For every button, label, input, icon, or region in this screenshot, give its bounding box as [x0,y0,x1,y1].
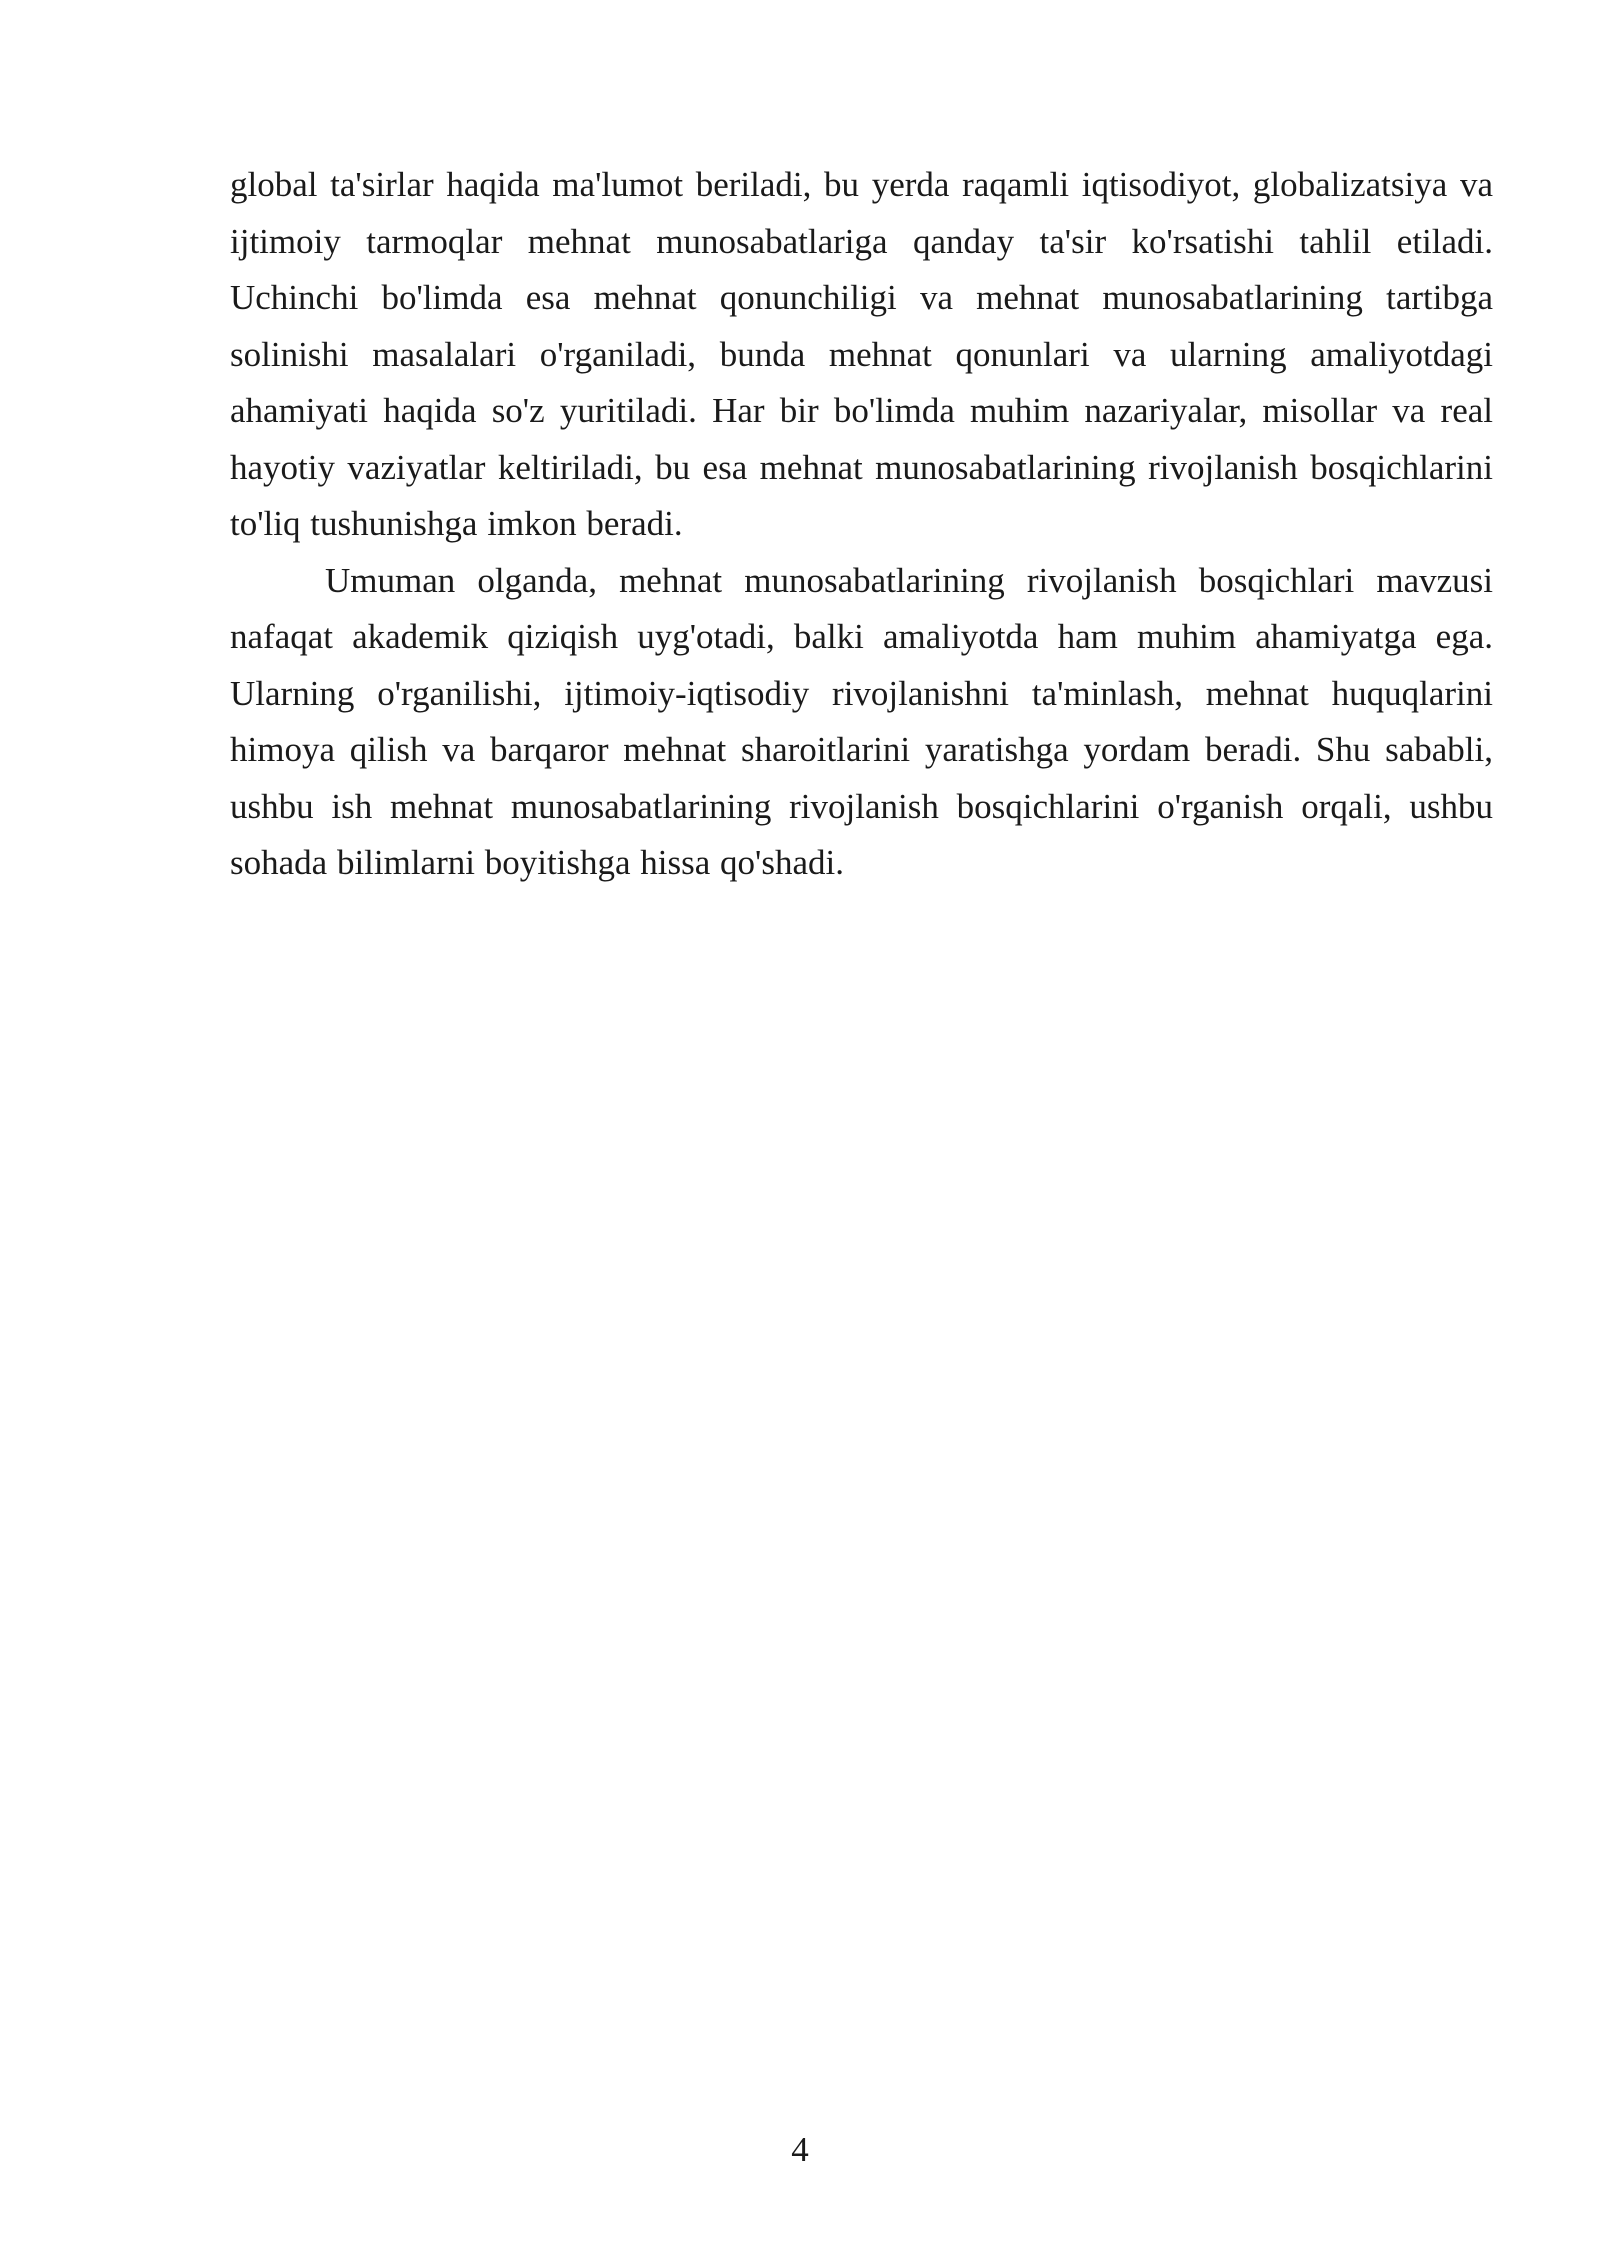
body-text [230,157,1493,892]
page-number: 4 [791,2130,809,2169]
paragraph-continued: global ta'sirlar haqida ma'lumot beriladi, bu yerda raqamli iqtisodiyot, globalizatsiya va ijtimoiy tarmoqlar mehnat munosabatlariga qanday ta'sir ko'rsatishi tahlil etiladi. Uchinchi bo'limda esa mehnat qonunchiligi va mehnat munosabatlarining tartibga solinishi masalalari o'rganiladi, bunda mehnat qonunlari va ularning amaliyotdagi ahamiyati haqida so'z yuritiladi. Har bir bo'limda muhim nazariyalar, misollar va real hayotiy vaziyatlar keltiriladi, bu esa mehnat munosabatlarining rivojlanish bosqichlarini to'liq tushunishga imkon beradi. [230,165,1493,543]
paragraph-conclusion: Umuman olganda, mehnat munosabatlarining rivojlanish bosqichlari mavzusi nafaqat akademik qiziqish uyg'otadi, balki amaliyotda ham muhim ahamiyatga ega. Ularning o'rganilishi, ijtimoiy-iqtisodiy rivojlanishni ta'minlash, mehnat huquqlarini himoya qilish va barqaror mehnat sharoitlarini yaratishga yordam beradi. Shu sababli, ushbu ish mehnat munosabatlarining rivojlanish bosqichlarini o'rganish orqali, ushbu sohada bilimlarni boyitishga hissa qo'shadi. [230,560,1493,882]
